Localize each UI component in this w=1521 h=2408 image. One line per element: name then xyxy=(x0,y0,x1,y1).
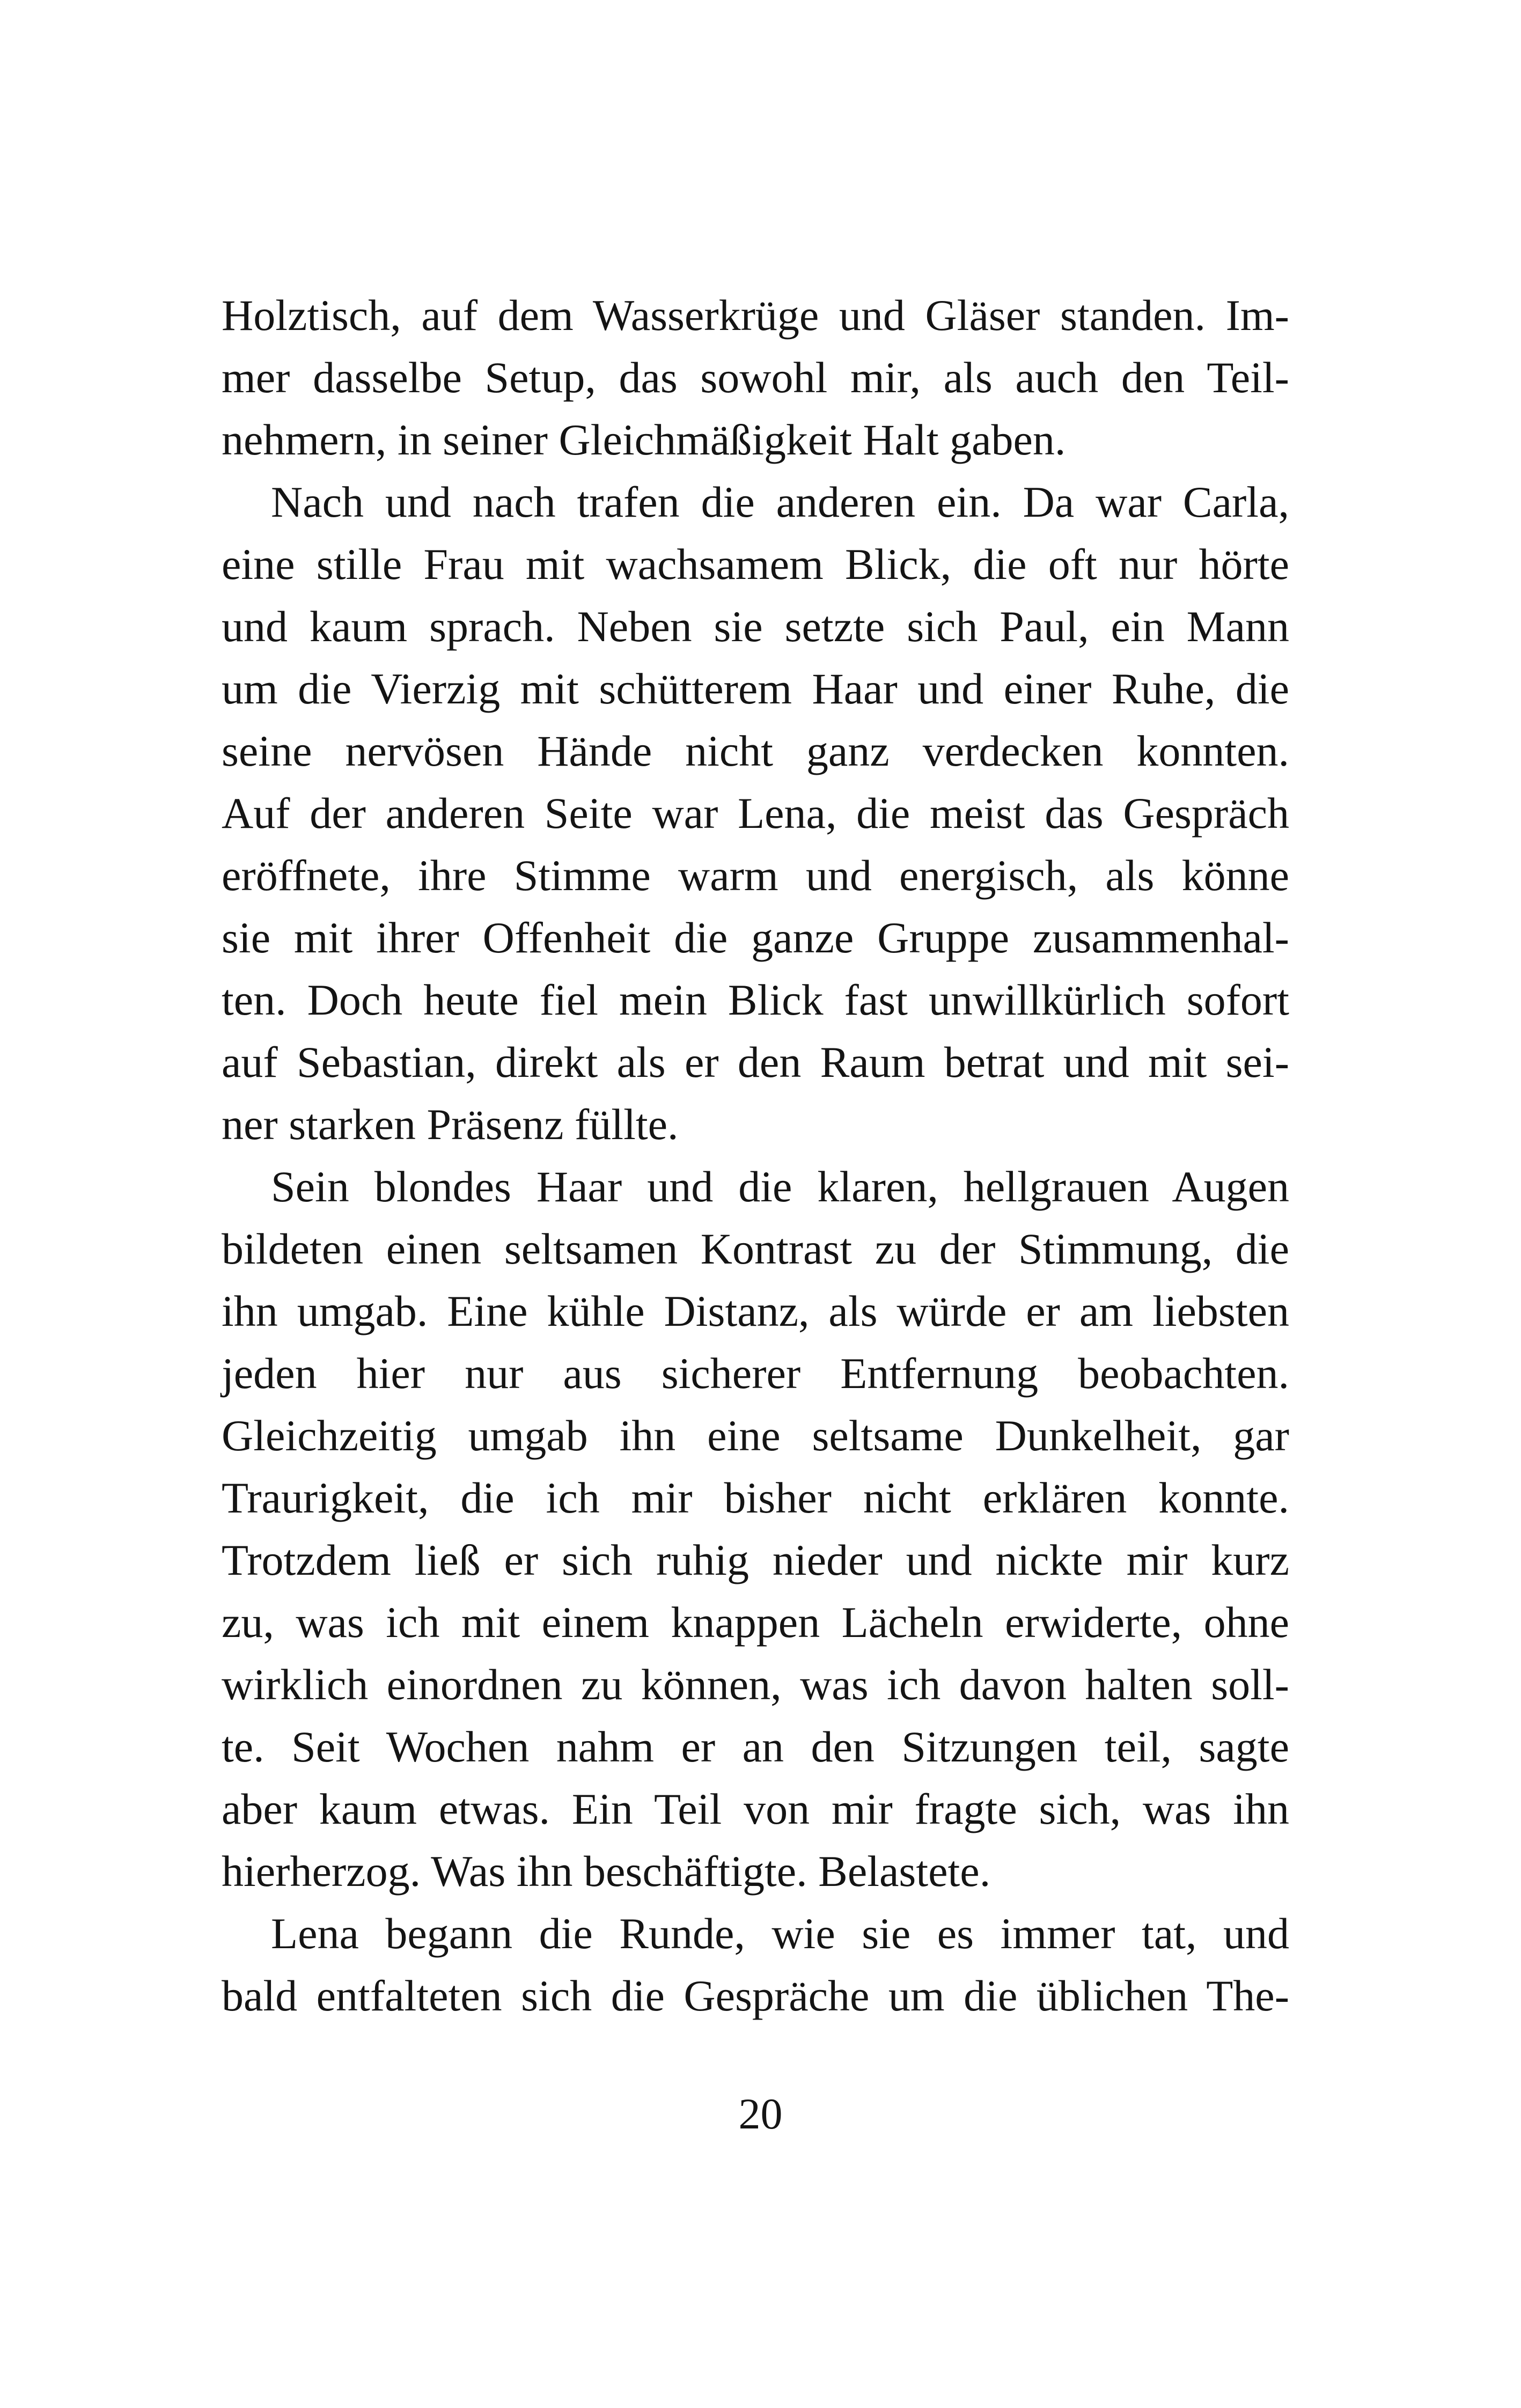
text-line: seine nervösen Hände nicht ganz verdecken konnten. xyxy=(222,726,1289,775)
text-line: bald entfalteten sich die Gespräche um die üblichen The- xyxy=(222,1971,1289,2020)
text-line: auf Sebastian, direkt als er den Raum betrat und mit sei- xyxy=(222,1038,1289,1086)
text-line: ten. Doch heute fiel mein Blick fast unwillkürlich sofort xyxy=(222,975,1289,1024)
paragraph xyxy=(222,284,1289,471)
text-line: und kaum sprach. Neben sie setzte sich Paul, ein Mann xyxy=(222,602,1289,651)
text-line: jeden hier nur aus sicherer Entfernung beobachten. xyxy=(222,1349,1289,1398)
text-line: ner starken Präsenz füllte. xyxy=(222,1100,679,1149)
text-line: um die Vierzig mit schütterem Haar und einer Ruhe, die xyxy=(222,664,1289,713)
text-line: Traurigkeit, die ich mir bisher nicht erklären konnte. xyxy=(222,1473,1289,1522)
text-line: eine stille Frau mit wachsamem Blick, die oft nur hörte xyxy=(222,540,1289,589)
text-line: Trotzdem ließ er sich ruhig nieder und nickte mir kurz xyxy=(222,1536,1289,1584)
text-line: Lena begann die Runde, wie sie es immer tat, und xyxy=(271,1909,1289,1958)
paragraph xyxy=(222,1156,1289,1903)
page-number: 20 xyxy=(738,2089,783,2138)
text-line: wirklich einordnen zu können, was ich davon halten soll- xyxy=(222,1660,1289,1709)
text-line: mer dasselbe Setup, das sowohl mir, als auch den Teil- xyxy=(222,353,1289,402)
paragraph xyxy=(222,471,1289,1156)
text-line: Holztisch, auf dem Wasserkrüge und Gläser standen. Im- xyxy=(222,291,1289,340)
paragraph xyxy=(222,1903,1289,2027)
text-line: Sein blondes Haar und die klaren, hellgrauen Augen xyxy=(271,1162,1289,1211)
text-line: bildeten einen seltsamen Kontrast zu der Stimmung, die xyxy=(222,1224,1289,1273)
text-line: Auf der anderen Seite war Lena, die meist das Gespräch xyxy=(222,789,1289,838)
text-line: ihn umgab. Eine kühle Distanz, als würde er am liebsten xyxy=(222,1287,1289,1335)
text-line: zu, was ich mit einem knappen Lächeln erwiderte, ohne xyxy=(222,1598,1289,1647)
text-line: Nach und nach trafen die anderen ein. Da war Carla, xyxy=(271,478,1289,526)
text-line: aber kaum etwas. Ein Teil von mir fragte sich, was ihn xyxy=(222,1785,1289,1833)
text-line: nehmern, in seiner Gleichmäßigkeit Halt gaben. xyxy=(222,415,1066,464)
text-line: sie mit ihrer Offenheit die ganze Gruppe zusammenhal- xyxy=(222,913,1289,962)
text-line: te. Seit Wochen nahm er an den Sitzungen teil, sagte xyxy=(222,1722,1289,1771)
text-line: hierherzog. Was ihn beschäftigte. Belastete. xyxy=(222,1847,991,1896)
text-line: Gleichzeitig umgab ihn eine seltsame Dunkelheit, gar xyxy=(222,1411,1289,1460)
body-text xyxy=(222,284,1289,2027)
text-line: eröffnete, ihre Stimme warm und energisch, als könne xyxy=(222,851,1289,900)
